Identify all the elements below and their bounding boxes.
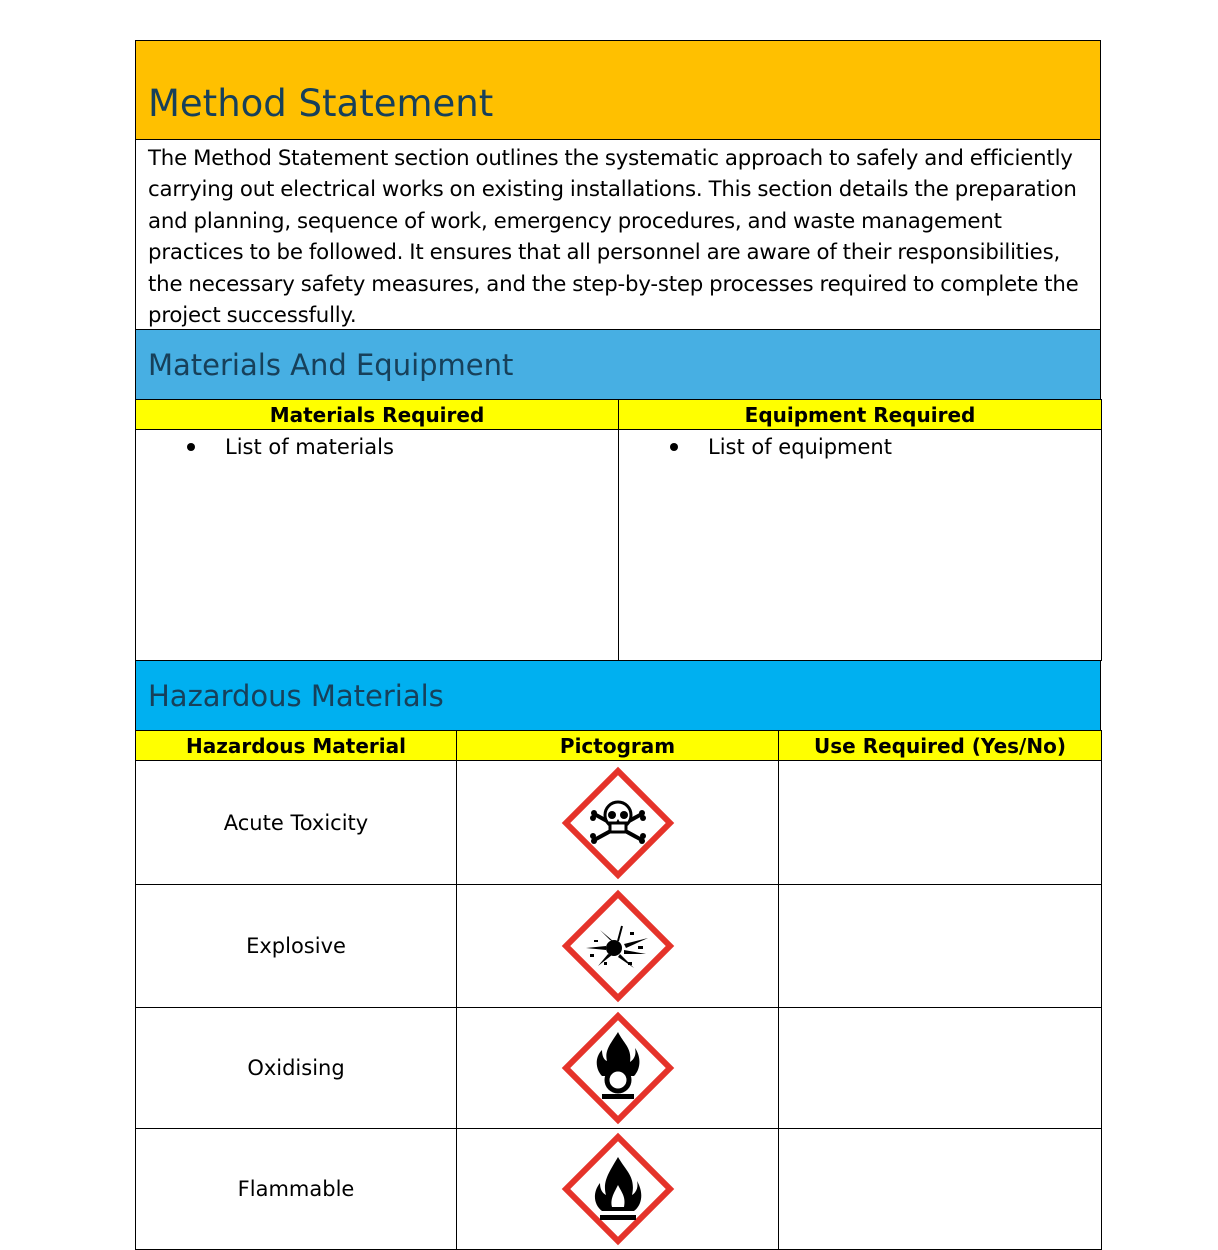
pictogram-cell: [457, 1129, 779, 1250]
column-header-equipment: Equipment Required: [619, 400, 1102, 430]
column-header-hazardous-material: Hazardous Material: [136, 731, 457, 761]
materials-equipment-table: [135, 399, 1102, 661]
use-required-cell[interactable]: [779, 1008, 1102, 1129]
hazardous-section-band: [135, 661, 1101, 730]
use-required-cell[interactable]: [779, 761, 1102, 885]
title-band: [135, 40, 1101, 140]
column-header-use-required: Use Required (Yes/No): [779, 731, 1102, 761]
bullet-icon: [187, 443, 195, 451]
use-required-cell[interactable]: [779, 885, 1102, 1008]
equipment-item: List of equipment: [708, 435, 892, 459]
list-item: [136, 435, 618, 459]
equipment-cell[interactable]: [619, 430, 1102, 661]
page-title: Method Statement: [148, 82, 494, 125]
table-row: [136, 1008, 1102, 1129]
hazard-name-cell: Flammable: [136, 1129, 457, 1250]
table-row: [136, 761, 1102, 885]
exploding-bomb-icon: [560, 888, 676, 1004]
hazard-name-cell: Explosive: [136, 885, 457, 1008]
materials-section-band: [135, 330, 1101, 399]
pictogram-cell: [457, 1008, 779, 1129]
column-header-pictogram: Pictogram: [457, 731, 779, 761]
flame-icon: [560, 1131, 676, 1247]
pictogram-cell: [457, 885, 779, 1008]
skull-crossbones-icon: [560, 765, 676, 881]
table-row: [136, 1129, 1102, 1250]
method-statement-document: [135, 40, 1101, 1250]
list-item: [619, 435, 1101, 459]
materials-item: List of materials: [225, 435, 394, 459]
pictogram-cell: [457, 761, 779, 885]
hazardous-materials-table: [135, 730, 1102, 1250]
use-required-cell[interactable]: [779, 1129, 1102, 1250]
materials-cell[interactable]: [136, 430, 619, 661]
intro-paragraph: The Method Statement section outlines the systematic approach to safely and efficiently carrying out electrical works on existing installations. This section details the preparation and planning, sequence of work, emergency procedures, and waste management practices to be followed. It ensures that all personnel are aware of their responsibilities, the necessary safety measures, and the step-by-step processes required to complete the project successfully.: [135, 140, 1101, 330]
bullet-icon: [670, 443, 678, 451]
table-row: [136, 885, 1102, 1008]
hazard-name-cell: Acute Toxicity: [136, 761, 457, 885]
hazard-name-cell: Oxidising: [136, 1008, 457, 1129]
column-header-materials: Materials Required: [136, 400, 619, 430]
hazardous-section-heading: Hazardous Materials: [148, 679, 444, 713]
materials-section-heading: Materials And Equipment: [148, 348, 514, 382]
flame-over-circle-icon: [560, 1010, 676, 1126]
